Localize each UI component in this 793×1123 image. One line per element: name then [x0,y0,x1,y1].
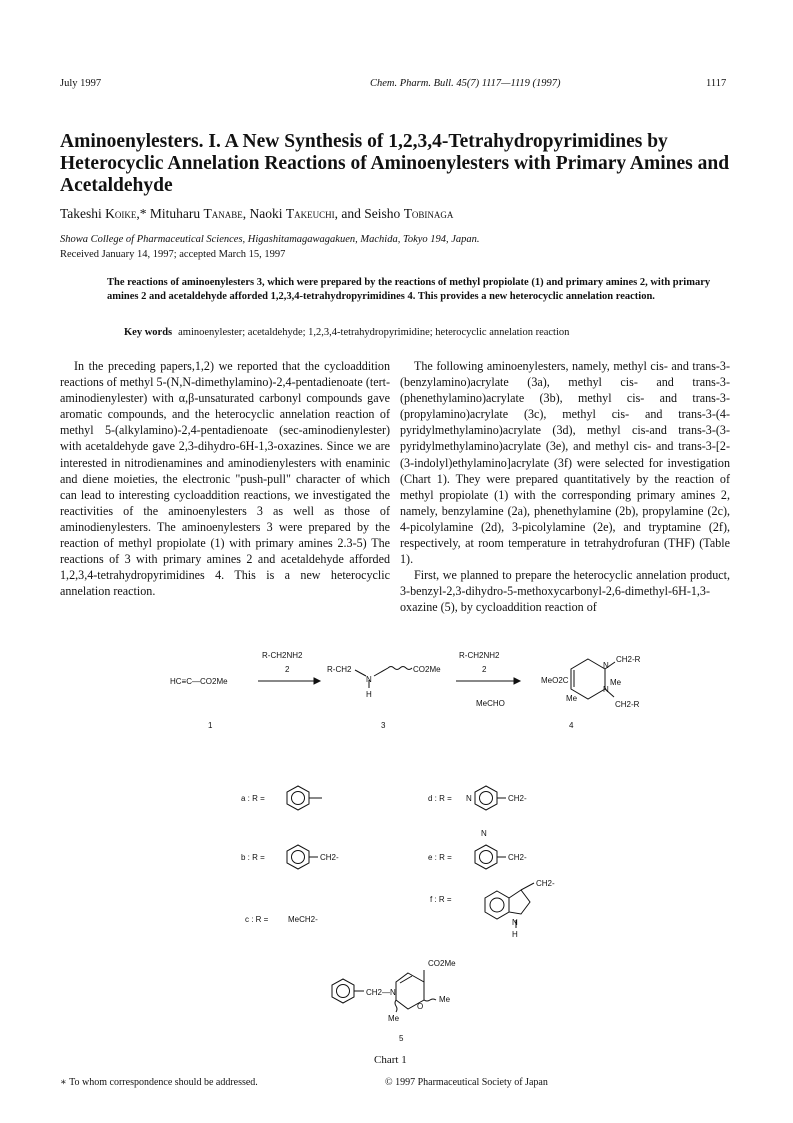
substituent-e-ch2: CH2- [508,853,527,862]
author-2-first: Mituharu [149,206,204,221]
substituent-c-label: c : R = [245,915,269,924]
aromatic-circle [490,898,504,912]
compound-4-me-1: Me [610,678,622,687]
aromatic-circle [292,792,305,805]
substituent-b-ch2: CH2- [320,853,339,862]
chart-caption: Chart 1 [374,1054,407,1066]
compound-4-number: 4 [569,721,574,730]
author-1-first: Takeshi [60,206,106,221]
substituent-f-ch2: CH2- [536,879,555,888]
issue-date: July 1997 [60,78,102,89]
body-paragraph: In the preceding papers,1,2) we reported that the cycloaddition reactions of methyl 5-(N,N-dimethylamino)-2,4-pentadienoate (tert-aminodienylester) with α,β-unsaturated carbonyl compounds gave aromatic compounds, and the heterocyclic annelation reaction of methyl 5-(alkylamino)-2,4-pentadienoate (sec-aminodienylester) with acetaldehyde gave 2,3-dihydro-6H-1,3-oxazines. Since we are interested in nitrodienamines and aminodienylesters with enaminic and diene moieties, the electronic "push-pull" character of which can lead to interesting cycloaddition reactions, we investigated the reactivities of the aminoenylesters 3 as well as those of aminodienylesters. The aminoenylesters 3 were prepared by the reaction of methyl propiolate (1) with primary amines 2.3-5) The reactions of 3 with primary amines 2 and acetaldehyde afforded 1,2,3,4-tetrahydropyrimidines 4. This is a new heterocyclic annelation reaction. [60,359,390,599]
author-4-first: Seisho [364,206,404,221]
reagent-num-1: 2 [285,665,290,674]
reagent-amine-2: R-CH2NH2 [459,651,500,660]
arrow-head-1 [314,678,320,684]
reagent-amine-1: R-CH2NH2 [262,651,303,660]
author-2-last: Tanabe [203,206,243,221]
compound-3-ester: CO2Me [413,665,441,674]
received-dates: Received January 14, 1997; accepted March 15, 1997 [60,249,286,260]
substituent-d-ch2: CH2- [508,794,527,803]
pyridine-ring-e [475,845,497,869]
substituent-a-label: a : R = [241,794,265,803]
author-list [60,206,453,222]
indole-pyrrole-ring [509,890,530,914]
wavy-bond [424,999,436,1001]
keywords-label: Key words [124,327,173,338]
compound-4-me-2: Me [566,694,578,703]
substituent-f-n: N [512,918,518,927]
chart-1-scheme [0,640,793,1050]
copyright-notice: © 1997 Pharmaceutical Society of Japan [385,1077,548,1088]
aromatic-circle [292,851,305,864]
compound-5-o: O [417,1002,424,1011]
page-number: 1117 [706,78,727,89]
substituent-b-label: b : R = [241,853,265,862]
body-column-right [400,358,730,616]
author-4-last: Tobinaga [403,206,454,221]
correspondence-footnote: ∗ To whom correspondence should be addressed. [60,1077,258,1088]
substituent-c-value: MeCH2- [288,915,318,924]
compound-3-n: N [366,675,372,684]
substituent-f-label: f : R = [430,895,452,904]
journal-citation: Chem. Pharm. Bull. 45(7) 1117—1119 (1997) [370,78,561,89]
compound-4-ester: MeO2C [541,676,569,685]
wavy-bond [388,667,412,670]
compound-4-n-1: N [603,685,609,694]
article-title: Aminoenylesters. I. A New Synthesis of 1,2,3,4-Tetrahydropyrimidines by Heterocyclic Annelation Reactions of Aminoenylesters with Primary Amines and Acetaldehyde [60,131,730,196]
author-3-first: Naoki [249,206,286,221]
author-1-last: Koike [105,206,137,221]
keywords-text: aminoenylester; acetaldehyde; 1,2,3,4-tetrahydropyrimidine; heterocyclic annelation reaction [178,327,570,338]
tetrahydropyrimidine-ring [571,659,605,699]
substituent-e-label: e : R = [428,853,452,862]
substituent-f-h: H [512,930,518,939]
compound-3-rch2: R-CH2 [327,665,352,674]
compound-5-ch2n: CH2—N [366,988,396,997]
indole-benzene-ring [485,891,509,919]
aromatic-circle [480,851,493,864]
author-2-sep: , [242,206,250,221]
body-paragraph: The following aminoenylesters, namely, methyl cis- and trans-3-(benzylamino)acrylate (3a), methyl cis- and trans-3-(phenethylamino)acrylate (3b), methyl cis- and trans-3-(propylamino)acrylate (3c), methyl cis- and trans-3-(4-pyridylmethylamino)acrylate (3d), methyl cis-and trans-3-(3-pyridylmethylamino)acrylate (3e), and methyl cis- and trans-3-[2-(3-indolyl)ethylamino]acrylate (3f) were selected for investigation (Chart 1). They were prepared quantitatively by the reaction of methyl propiolate (1) with the corresponding primary amines 2, namely, benzylamine (2a), phenethylamine (2b), propylamine (2c), 4-picolylamine (2d), 3-picolylamine (2e), and tryptamine (2f), respectively, at room temperature in tetrahydrofuran (THF) (Table 1). [400,359,730,567]
compound-5-me-2: Me [388,1014,400,1023]
substituent-e-n: N [481,829,487,838]
bond [355,670,366,676]
reagent-num-2: 2 [482,665,487,674]
compound-5-number: 5 [399,1034,404,1043]
abstract: The reactions of aminoenylesters 3, which were prepared by the reactions of methyl propiolate (1) and primary amines 2, with primary amines 2 and acetaldehyde afforded 1,2,3,4-tetrahydropyrimidines 4. This provides a new heterocyclic annelation reaction. [107,277,711,302]
aromatic-circle [480,792,493,805]
author-1-sep: ,* [136,206,150,221]
compound-3-number: 3 [381,721,386,730]
body-paragraph: First, we planned to prepare the heterocyclic annelation product, 3-benzyl-2,3-dihydro-5-methoxycarbonyl-2,6-dimethyl-6H-1,3-oxazine (5), by cycloaddition reaction of [400,568,730,615]
reagent-aldehyde: MeCHO [476,699,505,708]
benzene-ring-a [287,786,309,810]
compound-4-ch2r-top: CH2-R [616,655,641,664]
author-3-sep: , and [334,206,365,221]
compound-3-h: H [366,690,372,699]
compound-5-ester: CO2Me [428,959,456,968]
keywords [124,327,569,338]
bond [374,668,388,676]
pyridine-ring-d [475,786,497,810]
arrow-head-2 [514,678,520,684]
aromatic-circle [337,985,350,998]
wavy-bond [395,1000,397,1012]
author-3-last: Takeuchi [285,206,335,221]
compound-5-me-1: Me [439,995,451,1004]
compound-1-formula: HC≡C—CO2Me [170,677,228,686]
benzene-ring-5 [332,979,354,1003]
affiliation: Showa College of Pharmaceutical Sciences, Higashitamagawagakuen, Machida, Tokyo 194, Japan. [60,234,480,245]
compound-4-ch2r-bottom: CH2-R [615,700,640,709]
benzene-ring-b [287,845,309,869]
body-column-left [60,358,390,599]
bond [521,883,534,890]
compound-4-n-3: N [603,661,609,670]
substituent-d-n: N [466,794,472,803]
compound-1-number: 1 [208,721,213,730]
substituent-d-label: d : R = [428,794,452,803]
